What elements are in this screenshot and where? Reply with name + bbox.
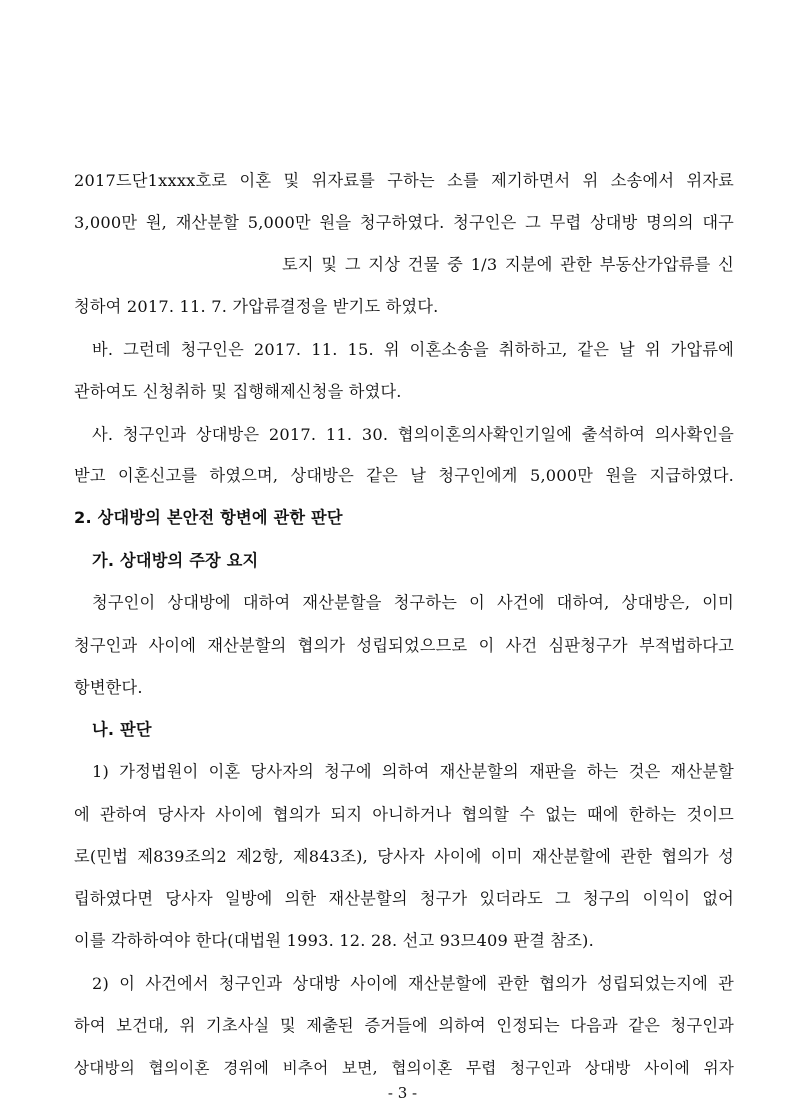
subsection-heading: 가. 상대방의 주장 요지 xyxy=(92,551,259,570)
redaction xyxy=(74,253,204,275)
text-line: 에 관하여 당사자 사이에 협의가 되지 아니하거나 협의할 수 없는 때에 한하는 것이므 xyxy=(74,805,734,824)
subsection-heading: 나. 판단 xyxy=(92,720,152,739)
text-line: 항변한다. xyxy=(74,678,143,697)
section-heading: 2. 상대방의 본안전 항변에 관한 판단 xyxy=(74,508,343,527)
text-line: 사. 청구인과 상대방은 2017. 11. 30. 협의이혼의사확인기일에 출석하여 의사확인을 xyxy=(92,425,734,444)
text-line: 청구인이 상대방에 대하여 재산분할을 청구하는 이 사건에 대하여, 상대방은, 이미 xyxy=(92,593,734,612)
text-line: 2) 이 사건에서 청구인과 상대방 사이에 재산분할에 관한 협의가 성립되었는지에 관 xyxy=(92,974,734,993)
text-line: 청구인과 사이에 재산분할의 협의가 성립되었으므로 이 사건 심판청구가 부적법하다고 xyxy=(74,636,734,655)
text-line: 2017드단1xxxx호로 이혼 및 위자료를 구하는 소를 제기하면서 위 소송에서 위자료 xyxy=(74,171,734,190)
text-line: 청하여 2017. 11. 7. 가압류결정을 받기도 하였다. xyxy=(74,297,439,316)
page-number: - 3 - xyxy=(387,1084,418,1102)
text-line: 상대방의 협의이혼 경위에 비추어 보면, 협의이혼 무렵 청구인과 상대방 사이에 위자 xyxy=(74,1059,734,1077)
text-line: 받고 이혼신고를 하였으며, 상대방은 같은 날 청구인에게 5,000만 원을 지급하였다. xyxy=(74,466,734,485)
text-line: 로(민법 제839조의2 제2항, 제843조), 당사자 사이에 이미 재산분할에 관한 협의가 성 xyxy=(74,847,734,866)
text-line: 토지 및 그 지상 건물 중 1/3 지분에 관한 부동산가압류를 신 xyxy=(282,255,734,274)
text-line: 바. 그런데 청구인은 2017. 11. 15. 위 이혼소송을 취하하고, 같은 날 위 가압류에 xyxy=(92,340,734,359)
text-line: 1) 가정법원이 이혼 당사자의 청구에 의하여 재산분할의 재판을 하는 것은 재산분할 xyxy=(92,762,734,781)
text-line: 3,000만 원, 재산분할 5,000만 원을 청구하였다. 청구인은 그 무렵 상대방 명의의 대구 xyxy=(74,213,734,232)
text-line: 립하였다면 당사자 일방에 의한 재산분할의 청구가 있더라도 그 청구의 이익이 없어 xyxy=(74,889,734,908)
text-line: 하여 보건대, 위 기초사실 및 제출된 증거들에 의하여 인정되는 다음과 같은 청구인과 xyxy=(74,1016,734,1035)
text-line: 관하여도 신청취하 및 집행해제신청을 하였다. xyxy=(74,382,402,401)
text-line: 이를 각하하여야 한다(대법원 1993. 12. 28. 선고 93므409 판결 참조). xyxy=(74,931,594,950)
